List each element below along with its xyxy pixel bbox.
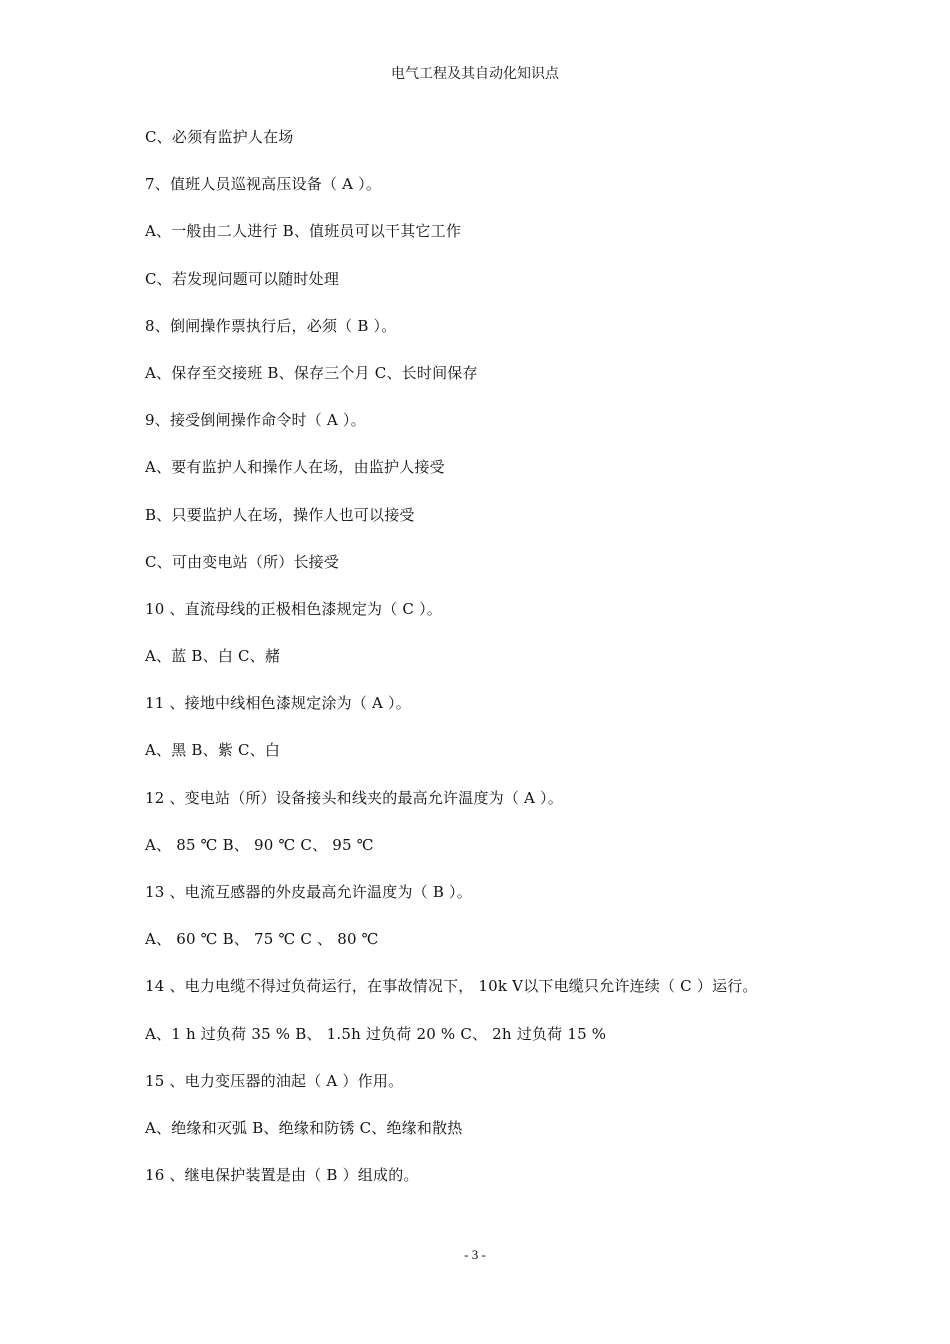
option-line: A、 85 ℃ B、 90 ℃ C、 95 ℃ <box>145 835 374 854</box>
question-line: 10 、直流母线的正极相色漆规定为（ C ）。 <box>145 599 442 618</box>
question-line: 8、倒闸操作票执行后，必须（ B ）。 <box>145 316 397 335</box>
option-line: A、蓝 B、白 C、赭 <box>145 647 281 666</box>
option-line: A、1 h 过负荷 35 % B、 1.5h 过负荷 20 % C、 2h 过负荷 15 % <box>145 1024 607 1043</box>
page-header: 电气工程及其自动化知识点 <box>391 66 559 82</box>
question-line: 15 、电力变压器的油起（ A ）作用。 <box>145 1071 404 1090</box>
option-line: A、要有监护人和操作人在场，由监护人接受 <box>145 458 445 477</box>
option-line: A、保存至交接班 B、保存三个月 C、长时间保存 <box>145 363 478 382</box>
question-line: 14 、电力电缆不得过负荷运行，在事故情况下， 10k V以下电缆只允许连续（ C ）运行。 <box>145 977 758 996</box>
document-body <box>145 124 865 1209</box>
option-line: C、若发现问题可以随时处理 <box>145 269 340 288</box>
question-line: 13 、电流互感器的外皮最高允许温度为（ B ）。 <box>145 883 472 901</box>
option-line: A、 60 ℃ B、 75 ℃ C 、 80 ℃ <box>145 930 379 949</box>
question-line: 11 、接地中线相色漆规定涂为（ A ）。 <box>145 694 411 713</box>
page-number: - 3 - <box>464 1247 486 1262</box>
question-line: 9、接受倒闸操作命令时（ A ）。 <box>145 411 366 430</box>
option-line: A、绝缘和灭弧 B、绝缘和防锈 C、绝缘和散热 <box>145 1118 463 1137</box>
option-line: C、可由变电站（所）长接受 <box>145 552 340 571</box>
option-line: B、只要监护人在场，操作人也可以接受 <box>145 505 415 524</box>
option-line: A、黑 B、紫 C、白 <box>145 741 281 760</box>
question-line: 7、值班人员巡视高压设备（ A ）。 <box>145 175 382 194</box>
question-line: 12 、变电站（所）设备接头和线夹的最高允许温度为（ A ）。 <box>145 788 563 807</box>
option-line: A、一般由二人进行 B、值班员可以干其它工作 <box>145 222 462 241</box>
text-line: C、必须有监护人在场 <box>145 128 294 146</box>
question-line: 16 、继电保护装置是由（ B ）组成的。 <box>145 1166 419 1185</box>
